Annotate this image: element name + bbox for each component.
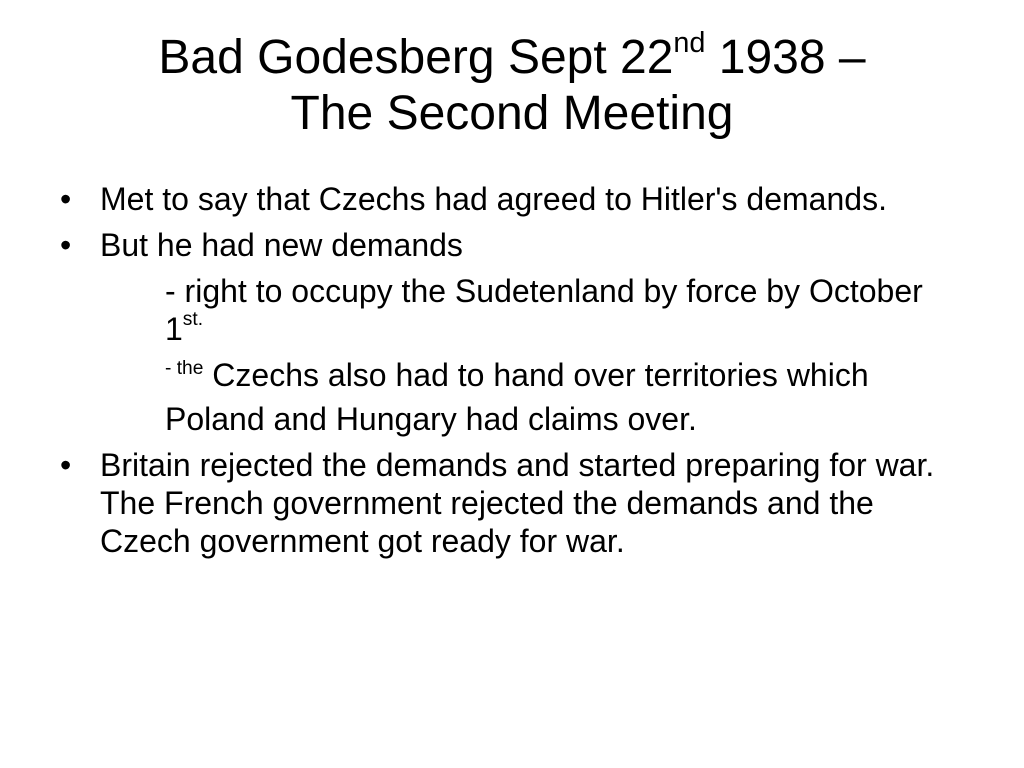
bullet-text: But he had new demands: [100, 227, 463, 263]
sub-item-1: [60, 272, 960, 348]
sub-item-text: - right to occupy the Sudetenland by force by October 1: [165, 273, 923, 347]
sub-item-2: [60, 356, 960, 438]
bullet-item-2: [60, 226, 960, 264]
title-main: Bad Godesberg Sept 22: [158, 31, 674, 84]
title-line-2: The Second Meeting: [290, 87, 734, 140]
slide-content: [60, 180, 960, 568]
bullet-text: Britain rejected the demands and started preparing for war. The French government rejected the demands and the Czech government got ready for war.: [100, 447, 935, 559]
sub-item-ordinal: st.: [182, 309, 204, 331]
title-line-1: [40, 26, 984, 86]
title-tail: 1938 –: [705, 31, 866, 84]
bullet-icon: •: [60, 447, 72, 483]
slide-title: [40, 26, 984, 142]
bullet-item-1: [60, 180, 960, 218]
bullet-item-3: [60, 446, 960, 560]
title-ordinal: nd: [673, 26, 706, 59]
bullet-icon: •: [60, 181, 72, 217]
sub-item-prefix: - the: [165, 358, 204, 380]
bullet-icon: •: [60, 227, 72, 263]
sub-item-text: Czechs also had to hand over territories which Poland and Hungary had claims over.: [165, 357, 869, 437]
bullet-text: Met to say that Czechs had agreed to Hitler's demands.: [100, 181, 887, 217]
